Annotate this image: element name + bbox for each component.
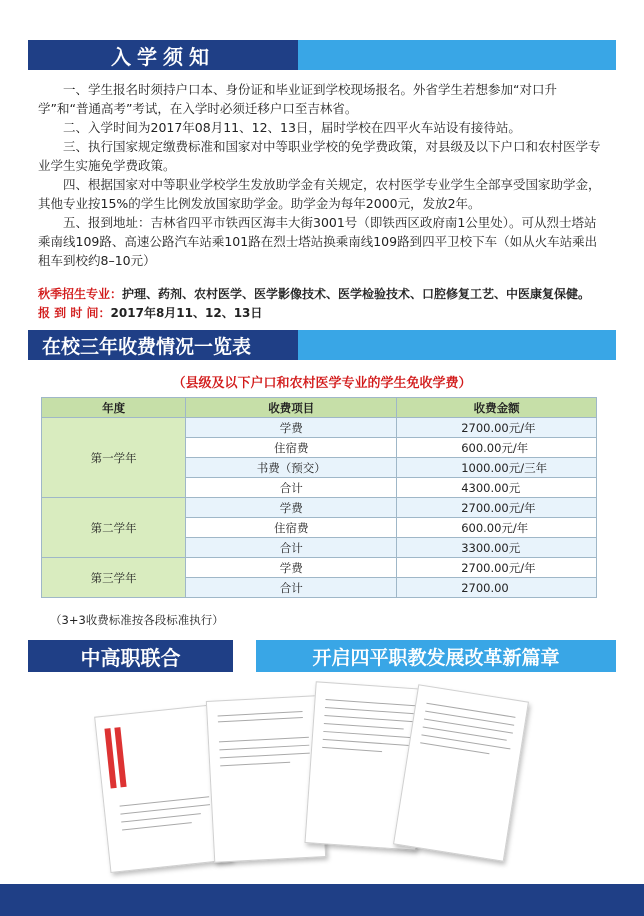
header-amount: 收费金额 — [397, 398, 597, 418]
footer-bar — [0, 884, 644, 916]
cooperation-header — [28, 640, 616, 672]
item-cell: 合计 — [186, 538, 397, 558]
item-cell: 住宿费 — [186, 518, 397, 538]
admission-header — [28, 40, 616, 70]
admission-paragraph: 二、入学时间为2017年08月11、12、13日，届时学校在四平火车站设有接待站。 — [63, 120, 521, 135]
report-time-value: 2017年8月11、12、13日 — [110, 306, 263, 320]
item-cell: 合计 — [186, 478, 397, 498]
year-cell: 第三学年 — [42, 558, 186, 598]
cooperation-title: 中高职联合 — [80, 645, 181, 670]
fee-table — [41, 397, 597, 598]
table-row — [42, 498, 597, 518]
admission-title: 入学须知 — [111, 44, 215, 69]
cooperation-slogan: 开启四平职教发展改革新篇章 — [312, 646, 560, 669]
document-image — [393, 684, 529, 862]
documents-image — [100, 680, 550, 880]
item-cell: 学费 — [186, 498, 397, 518]
fees-subtitle: （县级及以下户口和农村医学专业的学生免收学费） — [172, 376, 472, 391]
year-cell: 第二学年 — [42, 498, 186, 558]
admission-paragraph: 一、学生报名时须持户口本、身份证和毕业证到学校现场报名。外省学生若想参加“对口升学”和“普通高考”考试，在入学时必须迁移户口至吉林省。 — [38, 82, 557, 116]
amount-cell: 2700.00元/年 — [397, 498, 597, 518]
amount-cell: 2700.00元/年 — [397, 418, 597, 438]
amount-cell: 600.00元/年 — [397, 518, 597, 538]
fees-header-accent — [298, 330, 616, 360]
majors-list: 护理、药剂、农村医学、医学影像技术、医学检验技术、口腔修复工艺、中医康复保健。 — [122, 287, 591, 301]
amount-cell: 4300.00元 — [397, 478, 597, 498]
report-time-label: 报 到 时 间： — [38, 306, 111, 320]
table-row — [42, 558, 597, 578]
year-cell: 第一学年 — [42, 418, 186, 498]
amount-cell: 3300.00元 — [397, 538, 597, 558]
cooperation-slogan-box — [256, 640, 616, 672]
item-cell: 书费（预交） — [186, 458, 397, 478]
item-cell: 学费 — [186, 558, 397, 578]
admission-header-accent — [298, 40, 616, 70]
admission-paragraph: 三、执行国家规定缴费标准和国家对中等职业学校的免学费政策，对县级及以下户口和农村医学专业学生实施免学费政策。 — [38, 139, 601, 173]
fees-title: 在校三年收费情况一览表 — [42, 335, 252, 358]
admission-paragraph: 四、根据国家对中等职业学校学生发放助学金有关规定，农村医学专业学生全部享受国家助学金，其他专业按15%的学生比例发放国家助学金。助学金为每年2000元，发放2年。 — [38, 177, 601, 211]
report-time-line — [38, 304, 262, 321]
amount-cell: 2700.00 — [397, 578, 597, 598]
header-year: 年度 — [42, 398, 186, 418]
amount-cell: 2700.00元/年 — [397, 558, 597, 578]
fee-note: （3+3收费标准按各段标准执行） — [50, 613, 224, 627]
admission-title-box — [28, 40, 298, 70]
header-item: 收费项目 — [186, 398, 397, 418]
fee-table-header — [42, 398, 597, 418]
admission-body — [38, 80, 604, 270]
amount-cell: 1000.00元/三年 — [397, 458, 597, 478]
item-cell: 合计 — [186, 578, 397, 598]
majors-label: 秋季招生专业： — [38, 287, 123, 301]
item-cell: 学费 — [186, 418, 397, 438]
fees-header — [28, 330, 616, 360]
admission-paragraph: 五、报到地址：吉林省四平市铁西区海丰大街3001号（即铁西区政府南1公里处）。可从烈士塔站乘南线109路、高速公路汽车站乘101路在烈士塔站换乘南线109路到四平卫校下车（如从火车站乘出租车到校约8–10元） — [38, 215, 598, 268]
majors-line — [38, 285, 590, 302]
cooperation-title-box — [28, 640, 233, 672]
fees-title-box — [28, 330, 298, 360]
table-row — [42, 418, 597, 438]
item-cell: 住宿费 — [186, 438, 397, 458]
amount-cell: 600.00元/年 — [397, 438, 597, 458]
